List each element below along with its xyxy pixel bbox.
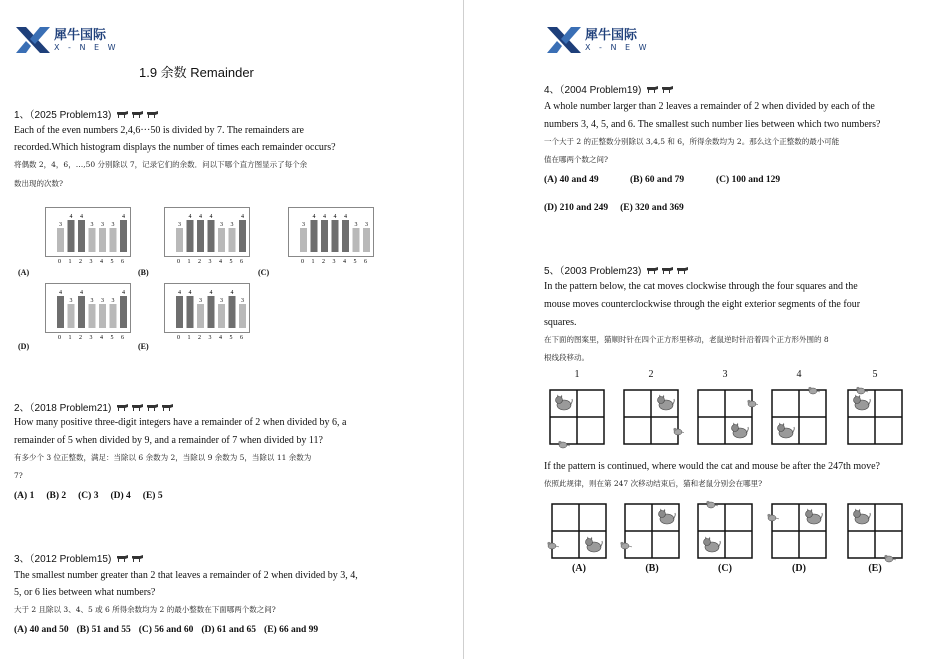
x-tick-label: 0 — [177, 259, 180, 265]
difficulty-icons — [116, 110, 159, 118]
histogram-bar — [239, 304, 246, 328]
x-tick-label: 3 — [208, 259, 212, 265]
choice-e: (E) 5 — [142, 491, 163, 501]
x-tick-label: 5 — [110, 335, 114, 341]
histogram-x-ticks — [164, 256, 248, 266]
histogram-label: (A) — [18, 268, 30, 277]
histogram-label: (D) — [18, 342, 30, 351]
histogram-x-ticks — [164, 332, 248, 342]
choice-d: (D) 4 — [110, 491, 131, 501]
x-tick-label: 0 — [58, 335, 61, 341]
histogram-bar — [57, 228, 64, 252]
x-tick-label: 3 — [208, 335, 212, 341]
option-label: (E) — [868, 563, 882, 574]
x-tick-label: 1 — [187, 259, 191, 265]
histogram-x-ticks — [288, 256, 372, 266]
q4-head-text: 4、（2004 Problem19) — [544, 85, 642, 96]
q5-en-line1: In the pattern below, the cat moves clockwise through the four squares and the — [544, 281, 858, 292]
choice-e: (E) 320 and 369 — [620, 203, 684, 213]
histogram-bar — [176, 228, 183, 252]
bar-count-label: 3 — [220, 222, 223, 228]
step-number: 5 — [872, 369, 878, 380]
bar-count-label: 4 — [199, 214, 202, 220]
bar-count-label: 3 — [69, 298, 73, 304]
bar-count-label: 3 — [111, 222, 115, 228]
cow-icon — [661, 85, 674, 93]
q5-cn-line3: 依照此规律，则在第 247 次移动结束后，猫和老鼠分别会在哪里? — [544, 479, 763, 488]
histogram-bar — [342, 220, 349, 252]
q2-head-text: 2、（2018 Problem21) — [14, 403, 112, 414]
histogram-bar — [197, 220, 204, 252]
histogram-a — [45, 207, 131, 257]
q2-en-line2: remainder of 5 when divided by 9, and a remainder of 7 when divided by 11? — [14, 435, 323, 446]
x-tick-label: 3 — [89, 335, 93, 341]
step-number: 3 — [722, 369, 728, 380]
bar-count-label: 3 — [302, 222, 305, 228]
pattern-grid-3 — [692, 384, 758, 450]
x-tick-label: 2 — [322, 259, 325, 265]
step-number: 1 — [574, 369, 580, 380]
bar-count-label: 3 — [101, 222, 104, 228]
x-tick-label: 4 — [100, 335, 103, 341]
cow-icon — [676, 266, 689, 274]
histogram-bar — [57, 296, 64, 328]
x-tick-label: 1 — [311, 259, 315, 265]
option-grid-e — [842, 498, 908, 564]
choice-b: (B) 2 — [46, 491, 67, 501]
page-divider — [463, 0, 464, 659]
histogram-bar — [300, 228, 307, 252]
bar-count-label: 3 — [101, 298, 104, 304]
histogram-d — [45, 283, 131, 333]
cat-icon — [854, 395, 871, 411]
bar-count-label: 3 — [178, 222, 181, 228]
x-tick-label: 5 — [353, 259, 357, 265]
q5-en-line2: mouse moves counterclockwise through the eight exterior segments of the four — [544, 299, 861, 310]
histogram-bar — [332, 220, 339, 252]
cow-icon — [146, 403, 159, 411]
option-label: (C) — [718, 563, 732, 574]
q3-en-line2: 5, or 6 lies between what numbers? — [14, 587, 156, 598]
choice-c: (C) 100 and 129 — [716, 175, 781, 185]
q3-head-text: 3、（2012 Problem15) — [14, 554, 112, 565]
histogram-bar — [187, 296, 194, 328]
histogram-bar — [89, 304, 96, 328]
brand-logo — [16, 27, 119, 53]
q4-cn-line1: 一个大于 2 的正整数分别除以 3,4,5 和 6，所得余数均为 2。那么这个正整数的最小可能 — [544, 137, 840, 146]
logo-en-text: X - N E W — [54, 42, 119, 52]
q1-en-line1: Each of the even numbers 2,4,6···50 is divided by 7. The remainders are — [14, 125, 304, 136]
q5-head-text: 5、（2003 Problem23) — [544, 266, 642, 277]
bar-count-label: 3 — [199, 298, 202, 304]
q5-en-line3: squares. — [544, 317, 577, 328]
option-label: (B) — [645, 563, 659, 574]
q1-heading — [14, 106, 159, 121]
cat-icon — [854, 509, 871, 525]
choice-c: (C) 3 — [78, 491, 99, 501]
histogram-bar — [99, 228, 106, 252]
cow-icon — [646, 85, 659, 93]
page-title: 1.9 余数 Remainder — [139, 65, 254, 80]
choice-a: (A) 40 and 49 — [544, 175, 599, 185]
cat-icon — [732, 423, 749, 439]
q3-cn-line1: 大于 2 且除以 3、4、5 或 6 所得余数均为 2 的最小整数在下面哪两个数之间? — [14, 605, 276, 614]
x-tick-label: 5 — [229, 259, 233, 265]
x-tick-label: 6 — [240, 259, 243, 265]
histogram-bar — [176, 296, 183, 328]
cow-icon — [116, 554, 129, 562]
q5-en-line4: If the pattern is continued, where would the cat and mouse be after the 247th move? — [544, 461, 880, 472]
bar-count-label: 3 — [220, 298, 223, 304]
bar-count-label: 4 — [69, 214, 73, 220]
bar-count-label: 4 — [80, 290, 83, 296]
x-tick-label: 4 — [100, 259, 103, 265]
option-grid-b — [619, 498, 685, 564]
x-tick-label: 4 — [219, 259, 222, 265]
difficulty-icons — [116, 554, 144, 562]
right-page — [465, 0, 932, 659]
histogram-bar — [218, 228, 225, 252]
q4-choices-row1 — [544, 175, 780, 185]
x-tick-label: 3 — [332, 259, 336, 265]
x-tick-label: 5 — [229, 335, 233, 341]
pattern-grid-2 — [618, 384, 684, 450]
x-tick-label: 0 — [177, 335, 180, 341]
q1-cn-line2: 数出现的次数? — [14, 179, 64, 188]
q4-en-line2: numbers 3, 4, 5, and 6. The smallest such number lies between which two numbers? — [544, 119, 881, 130]
cat-icon — [778, 423, 795, 439]
bar-count-label: 4 — [122, 214, 125, 220]
bar-count-label: 3 — [90, 298, 94, 304]
q3-heading — [14, 550, 144, 565]
bar-count-label: 4 — [80, 214, 83, 220]
bar-count-label: 4 — [59, 290, 62, 296]
x-tick-label: 1 — [68, 259, 72, 265]
x-tick-label: 1 — [187, 335, 191, 341]
bar-count-label: 4 — [122, 290, 125, 296]
histogram-bar — [78, 220, 85, 252]
x-tick-label: 0 — [58, 259, 61, 265]
histogram-x-ticks — [45, 332, 129, 342]
q2-heading — [14, 399, 174, 414]
histogram-label: (E) — [138, 342, 149, 351]
cow-icon — [646, 266, 659, 274]
histogram-bar — [68, 220, 75, 252]
bar-count-label: 4 — [344, 214, 347, 220]
q5-cn-line1: 在下面的图案里，猫顺时针在四个正方形里移动，老鼠逆时针沿着四个正方形外围的 8 — [544, 335, 829, 344]
bar-count-label: 4 — [241, 214, 244, 220]
choice-d: (D) 61 and 65 — [201, 625, 257, 635]
cow-icon — [131, 554, 144, 562]
option-label: (D) — [792, 563, 806, 574]
x-tick-label: 3 — [89, 259, 93, 265]
choice-c: (C) 56 and 60 — [138, 625, 194, 635]
x-tick-label: 2 — [198, 259, 201, 265]
cow-icon — [116, 403, 129, 411]
histogram-bar — [197, 304, 204, 328]
bar-count-label: 4 — [333, 214, 337, 220]
choice-b: (B) 60 and 79 — [630, 175, 685, 185]
mouse-icon — [673, 428, 684, 435]
histogram-bar — [363, 228, 370, 252]
cat-icon — [659, 509, 676, 525]
histogram-bar — [229, 228, 236, 252]
x-tick-label: 2 — [79, 335, 82, 341]
q5-heading — [544, 262, 689, 277]
histogram-e — [164, 283, 250, 333]
histogram-b — [164, 207, 250, 257]
bar-count-label: 4 — [323, 214, 326, 220]
cow-icon — [116, 110, 129, 118]
bar-count-label: 3 — [241, 298, 244, 304]
bar-count-label: 3 — [111, 298, 115, 304]
x-tick-label: 5 — [110, 259, 114, 265]
q2-en-line1: How many positive three-digit integers have a remainder of 2 when divided by 6, a — [14, 417, 347, 428]
cow-icon — [131, 110, 144, 118]
q4-choices-row2 — [544, 203, 696, 213]
bar-count-label: 4 — [209, 290, 213, 296]
histogram-bar — [120, 220, 127, 252]
brand-logo — [547, 27, 650, 53]
histogram-label: (B) — [138, 268, 149, 277]
q3-choices — [14, 625, 326, 635]
cow-icon — [146, 110, 159, 118]
cow-icon — [131, 403, 144, 411]
x-tick-label: 6 — [121, 335, 124, 341]
logo-en-text: X - N E W — [585, 42, 650, 52]
x-logo-icon — [16, 27, 50, 53]
histogram-c — [288, 207, 374, 257]
cow-icon — [161, 403, 174, 411]
histogram-bar — [89, 228, 96, 252]
bar-count-label: 4 — [188, 290, 192, 296]
pattern-grid-4 — [766, 384, 832, 450]
pattern-grid-1 — [544, 384, 610, 450]
choice-b: (B) 51 and 55 — [76, 625, 131, 635]
q4-en-line1: A whole number larger than 2 leaves a remainder of 2 when divided by each of the — [544, 101, 875, 112]
bar-count-label: 4 — [188, 214, 192, 220]
histogram-bar — [110, 228, 117, 252]
logo-cn-text: 犀牛国际 — [585, 27, 638, 43]
q2-choices — [14, 491, 175, 501]
cow-icon — [661, 266, 674, 274]
q5-cn-line2: 根线段移动。 — [544, 353, 589, 362]
histogram-bar — [353, 228, 360, 252]
histogram-x-ticks — [45, 256, 129, 266]
pattern-grid-5 — [842, 384, 908, 450]
choice-e: (E) 66 and 99 — [264, 625, 319, 635]
q2-cn-line2: 7? — [14, 471, 23, 480]
q1-en-line2: recorded.Which histogram displays the number of times each remainder occurs? — [14, 142, 336, 153]
logo-cn-text: 犀牛国际 — [54, 27, 107, 43]
bar-count-label: 4 — [312, 214, 316, 220]
bar-count-label: 3 — [230, 222, 234, 228]
mouse-icon — [547, 542, 559, 549]
histogram-bar — [208, 296, 215, 328]
histogram-bar — [229, 296, 236, 328]
option-label: (A) — [572, 563, 586, 574]
option-grid-d — [766, 498, 832, 564]
step-number: 2 — [648, 369, 654, 380]
cat-icon — [556, 395, 573, 411]
histogram-bar — [99, 304, 106, 328]
histogram-bar — [187, 220, 194, 252]
histogram-bar — [218, 304, 225, 328]
mouse-icon — [620, 542, 632, 549]
difficulty-icons — [646, 85, 674, 93]
left-page — [0, 0, 463, 659]
x-tick-label: 6 — [240, 335, 243, 341]
bar-count-label: 3 — [59, 222, 62, 228]
cat-icon — [704, 537, 721, 553]
bar-count-label: 4 — [178, 290, 181, 296]
x-logo-icon — [547, 27, 581, 53]
difficulty-icons — [116, 403, 174, 411]
x-tick-label: 0 — [301, 259, 304, 265]
bar-count-label: 3 — [90, 222, 94, 228]
bar-count-label: 4 — [230, 290, 234, 296]
histogram-label: (C) — [258, 268, 270, 277]
x-tick-label: 4 — [219, 335, 222, 341]
bar-count-label: 4 — [209, 214, 213, 220]
cat-icon — [806, 509, 823, 525]
x-tick-label: 4 — [343, 259, 346, 265]
q4-cn-line2: 值在哪两个数之间? — [544, 155, 609, 164]
choice-a: (A) 1 — [14, 491, 35, 501]
x-tick-label: 6 — [364, 259, 367, 265]
x-tick-label: 6 — [121, 259, 124, 265]
mouse-icon — [747, 400, 758, 407]
histogram-bar — [120, 296, 127, 328]
x-tick-label: 2 — [79, 259, 82, 265]
histogram-bar — [208, 220, 215, 252]
step-number: 4 — [796, 369, 802, 380]
cat-icon — [658, 395, 675, 411]
histogram-bar — [321, 220, 328, 252]
x-tick-label: 2 — [198, 335, 201, 341]
q2-cn-line1: 有多少个 3 位正整数，满足：当除以 6 余数为 2，当除以 9 余数为 5，当除以 11 余数为 — [14, 453, 312, 462]
histogram-bar — [78, 296, 85, 328]
cat-icon — [586, 537, 603, 553]
option-grid-a — [546, 498, 612, 564]
q3-en-line1: The smallest number greater than 2 that leaves a remainder of 2 when divided by 3, 4, — [14, 570, 358, 581]
histogram-bar — [311, 220, 318, 252]
x-tick-label: 1 — [68, 335, 72, 341]
histogram-bar — [68, 304, 75, 328]
difficulty-icons — [646, 266, 689, 274]
bar-count-label: 3 — [354, 222, 358, 228]
q1-cn-line1: 将偶数 2，4，6，…,50 分别除以 7，记录它们的余数．问以下哪个直方图显示了每个余 — [14, 160, 308, 169]
q1-head-text: 1、（2025 Problem13) — [14, 110, 112, 121]
histogram-bar — [110, 304, 117, 328]
mouse-icon — [767, 514, 779, 521]
bar-count-label: 3 — [365, 222, 368, 228]
histogram-bar — [239, 220, 246, 252]
q4-heading — [544, 81, 674, 96]
choice-a: (A) 40 and 50 — [14, 625, 69, 635]
choice-d: (D) 210 and 249 — [544, 203, 609, 213]
option-grid-c — [692, 498, 758, 564]
